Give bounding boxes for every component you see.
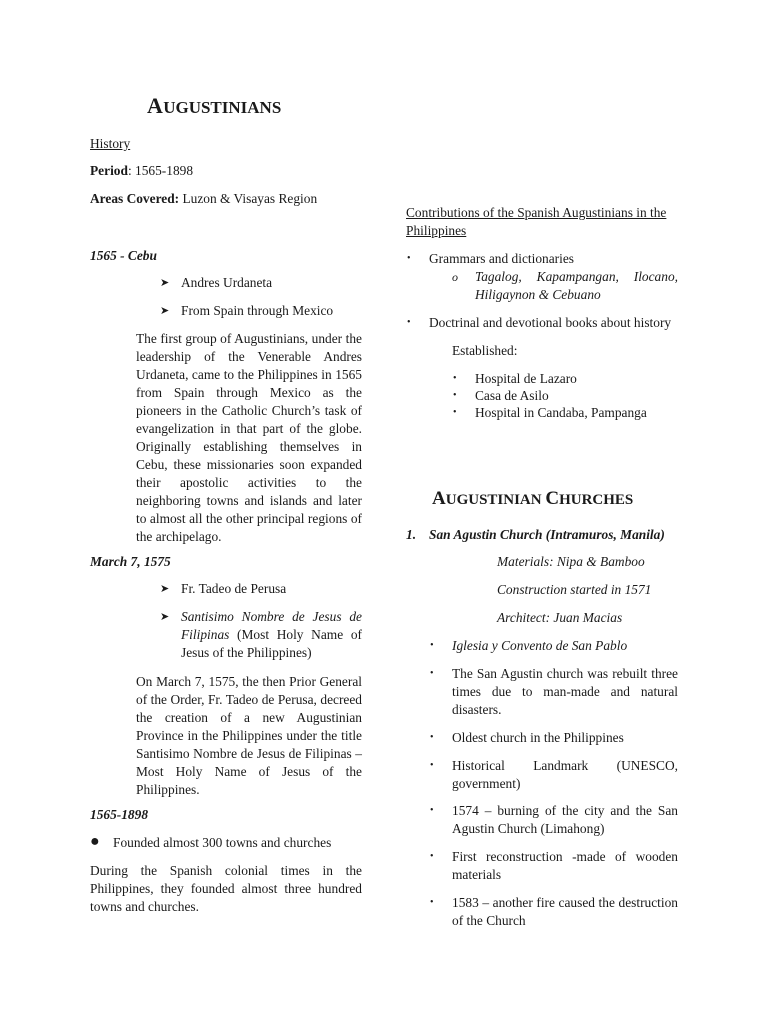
contributions-heading: Contributions of the Spanish Augustinians in the Philippines — [406, 205, 667, 238]
bullet-dot-icon: • — [453, 390, 457, 401]
arrow-bullet-icon: ➤ — [160, 583, 170, 595]
list-item: • Hospital de Lazaro — [453, 371, 577, 386]
bullet-dot-icon: • — [453, 373, 457, 384]
list-item: ➤ Fr. Tadeo de Perusa — [160, 581, 287, 596]
church-construction: Construction started in 1571 — [497, 582, 652, 597]
church-architect: Architect: Juan Macias — [497, 610, 623, 625]
paragraph-1565: The first group of Augustinians, under the leadership of the Venerable Andres Urdaneta, came to the Philippines in 1565 from Spain through Mexico as the pioneers in the Catholic Church’s task of evangelization in that part of the globe. Originally establishing themselves in Cebu, these missionaries soon expanded their apostolic activities to the neighboring towns and islands and later to almost all the other principal regions of the archipelago. — [136, 331, 362, 544]
established-label: Established: — [452, 343, 518, 358]
bullet-dot-icon: • — [430, 897, 434, 908]
bullet-dot-icon: ● — [90, 833, 100, 850]
bullet-dot-icon: • — [407, 253, 411, 264]
list-item: • Hospital in Candaba, Pampanga — [453, 405, 647, 420]
arrow-bullet-icon: ➤ — [160, 277, 170, 289]
period-line: Period: 1565-1898 — [90, 163, 194, 178]
arrow-bullet-icon: ➤ — [160, 611, 170, 623]
history-label: History — [90, 136, 131, 151]
list-item: • Oldest church in the Philippines — [430, 730, 624, 745]
bullet-dot-icon: • — [430, 668, 434, 679]
list-item: • Iglesia y Convento de San Pablo — [430, 638, 628, 653]
bullet-dot-icon: • — [453, 407, 457, 418]
bullet-dot-icon: • — [430, 732, 434, 743]
list-item: • Doctrinal and devotional books about history — [407, 315, 672, 330]
areas-line: Areas Covered: Luzon & Visayas Region — [90, 191, 318, 206]
list-item: ➤ Santisimo Nombre de Jesus de Filipinas (Most Holy Name of Jesus of the Philippines) — [160, 609, 362, 660]
church-materials: Materials: Nipa & Bamboo — [497, 554, 645, 569]
list-item: • The San Agustin church was rebuilt three times due to man-made and natural disasters. — [430, 666, 678, 717]
section-heading-1565-1898: 1565-1898 — [90, 807, 149, 822]
list-item: ● Founded almost 300 towns and churches — [90, 833, 332, 850]
list-item: • Grammars and dictionaries — [407, 251, 575, 266]
list-item: ➤ Andres Urdaneta — [160, 275, 273, 290]
document-title: AUGUSTINIANS — [147, 93, 282, 118]
languages-item: o Tagalog, Kapampangan, Ilocano, Hiligaynon & Cebuano — [452, 269, 678, 302]
bullet-dot-icon: • — [430, 760, 434, 771]
churches-heading: AUGUSTINIAN CHURCHES — [432, 488, 634, 509]
list-item: • Casa de Asilo — [453, 388, 549, 403]
paragraph-1575: On March 7, 1575, the then Prior General of the Order, Fr. Tadeo de Perusa, decreed the creation of a new Augustinian Province in the Philippines under the title Santisimo Nombre de Jesus de Filipinas – Most Holy Name of Jesus of the Philippines. — [136, 674, 362, 797]
bullet-dot-icon: • — [430, 851, 434, 862]
bullet-dot-icon: • — [430, 640, 434, 651]
list-item: • 1583 – another fire caused the destruction of the Church — [430, 895, 678, 928]
list-item: • Historical Landmark (UNESCO, government) — [430, 758, 678, 791]
circle-bullet-icon: o — [452, 270, 458, 284]
section-heading-march-1575: March 7, 1575 — [90, 554, 171, 569]
list-item: • First reconstruction -made of wooden materials — [430, 849, 678, 882]
church-title: 1. San Agustin Church (Intramuros, Manila) — [406, 527, 665, 542]
bullet-dot-icon: • — [430, 805, 434, 816]
paragraph-1898: During the Spanish colonial times in the Philippines, they founded almost three hundred towns and churches. — [90, 863, 362, 914]
list-item: ➤ From Spain through Mexico — [160, 303, 334, 318]
arrow-bullet-icon: ➤ — [160, 305, 170, 317]
list-item: • 1574 – burning of the city and the San Agustin Church (Limahong) — [430, 803, 678, 836]
section-heading-1565-cebu: 1565 - Cebu — [90, 248, 157, 263]
bullet-dot-icon: • — [407, 317, 411, 328]
